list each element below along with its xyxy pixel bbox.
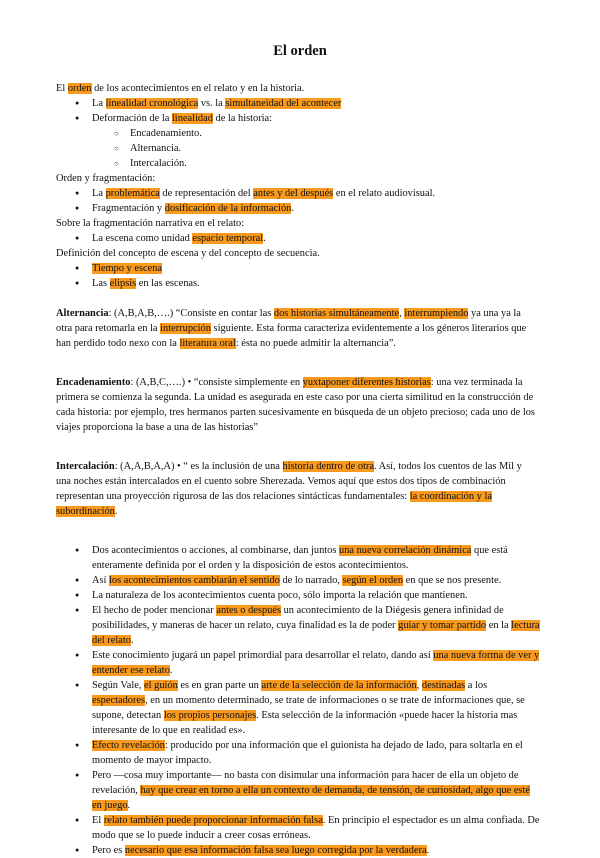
highlight: espectadores — [92, 695, 146, 706]
highlight: historia dentro de otra — [282, 461, 374, 472]
highlight: los acontecimientos cambiarán el sentido — [109, 575, 280, 586]
highlight: linealidad — [171, 113, 213, 124]
list-item: ● Deformación de la linealidad de la historia: — [56, 111, 560, 126]
term: Intercalación — [56, 461, 115, 472]
list-item: ● La linealidad cronológica vs. la simultaneidad del acontecer — [56, 96, 560, 111]
list-item: ● La escena como unidad espacio temporal. — [56, 231, 560, 246]
term: Alternancia — [56, 308, 109, 319]
highlight: una nueva forma de ver y — [433, 650, 540, 661]
list-item: ● Según Vale, el guión es en gran parte un arte de la selección de la información, destinadas a los espectadores, en un momento determinado, se trate de informaciones o se trate de informaciones que, se supone, detectan los propios personajes. Esta selección de la información «puede hacer la historia mas interesante de lo que en realidad es». — [56, 678, 560, 738]
intro-line: El orden de los acontecimientos en el relato y en la historia. — [56, 83, 305, 94]
highlight: entender ese relato — [92, 665, 170, 676]
highlight: linealidad cronológica — [105, 98, 199, 109]
def-list — [56, 261, 560, 291]
section-heading: Orden y fragmentación: — [56, 173, 156, 184]
highlight: elipsis — [109, 278, 137, 289]
list-item: ● Este conocimiento jugará un papel primordial para desarrollar el relato, dando así una nueva forma de ver y entender ese relato. — [56, 648, 560, 678]
highlight: una nueva correlación dinámica — [339, 545, 472, 556]
highlight: relato también puede proporcionar información falsa — [103, 815, 323, 826]
highlight: problemática — [105, 188, 160, 199]
list-item: ● Las elipsis en las escenas. — [56, 276, 560, 291]
highlight: los propios personajes — [163, 710, 257, 721]
intercalacion-paragraph: Intercalación: (A,A,B,A,A) • “ es la inclusión de una historia dentro de otra. Así, todos los cuentos de las Mil y una noches están intercalados en el cuento sobre Sherezada. Vemos aquí que estos dos tipos de combinación representan una proyección rigurosa de las dos relaciones sintácticas fundamentales: la coordinación y la subordinación. — [56, 461, 522, 517]
highlight: antes y del después — [253, 188, 334, 199]
narr-list — [56, 231, 560, 246]
encadenamiento-paragraph: Encadenamiento: (A,B,C,….) • “consiste simplemente en yuxtaponer diferentes historias: una vez terminada la primera se comienza la segunda. La unidad es asegurada en este caso por una cierta similitud en la construcción de cada historia: por ejemplo, tres hermanos parten sucesivamente en búsqueda de un objeto precioso; cada uno de los viajes proporciona la base a una de las historias” — [56, 377, 535, 433]
list-item — [56, 261, 560, 276]
sub-list-item: ○ Intercalación. — [56, 156, 560, 171]
highlight: interrumpiendo — [404, 308, 469, 319]
highlight: dos historias simultáneamente — [273, 308, 400, 319]
section-heading: Definición del concepto de escena y del concepto de secuencia. — [56, 248, 320, 259]
list-item: ● Efecto revelación: producido por una información que el guionista ha dejado de lado, para soltarla en el momento de mayor impacto. — [56, 738, 560, 768]
highlight: Tiempo y escena — [92, 263, 163, 274]
list-item: ● La naturaleza de los acontecimientos cuenta poco, sólo importa la relación que mantienen. — [56, 588, 560, 603]
term: Encadenamiento — [56, 377, 131, 388]
list-item: ● La problemática de representación del antes y del después en el relato audiovisual. — [56, 186, 560, 201]
highlight: yuxtaponer diferentes historias — [302, 377, 431, 388]
alternancia-paragraph: Alternancia: (A,B,A,B,….) “Consiste en contar las dos historias simultáneamente, interrumpiendo ya una ya la otra para retomarla en la interrupción siguiente. Esta forma caracteriza evidentemente a los géneros literarios que han perdido todo nexo con la literatura oral: ésta no puede admitir la alternancia”. — [56, 308, 527, 349]
highlight: según el orden — [342, 575, 404, 586]
highlight: literatura oral — [179, 338, 236, 349]
bullet-list — [56, 543, 560, 858]
highlight: del relato — [92, 635, 131, 646]
highlight: en juego — [92, 800, 128, 811]
list-item: ● El hecho de poder mencionar antes o después un acontecimiento de la Diégesis genera infinidad de posibilidades, y maneras de hacer un relato, cuya finalidad es la de poder guiar y tomar partido en la lectura del relato. — [56, 603, 560, 648]
highlight: hay que crear en torno a ella un contexto de demanda, de tensión, de curiosidad, algo que esté — [140, 785, 530, 796]
sub-list-item: ○ Encadenamiento. — [56, 126, 560, 141]
frag-list — [56, 186, 560, 216]
section-heading: Sobre la fragmentación narrativa en el relato: — [56, 218, 245, 229]
list-item: ● Pero —cosa muy importante— no basta con disimular una información para hacer de ella un objeto de revelación, hay que crear en torno a ella un contexto de demanda, de tensión, de curiosidad, algo que esté en juego. — [56, 768, 560, 813]
highlight: arte de la selección de la información — [261, 680, 417, 691]
highlight: antes o después — [216, 605, 281, 616]
highlight: destinadas — [421, 680, 466, 691]
highlight: subordinación — [56, 506, 115, 517]
list-item: ● Así los acontecimientos cambiarán el sentido de lo narrado, según el orden en que se nos presente. — [56, 573, 560, 588]
highlight: interrupción — [160, 323, 211, 334]
list-item: ● El relato también puede proporcionar información falsa. En principio el espectador es un alma confiada. De modo que se lo puede inducir a creer cosas erróneas. — [56, 813, 560, 843]
highlight: la coordinación y la — [409, 491, 492, 502]
highlight: guiar y tomar partido — [398, 620, 487, 631]
list-item: ● Fragmentación y dosificación de la información. — [56, 201, 560, 216]
intro-list — [56, 96, 560, 171]
document-body — [56, 81, 560, 858]
list-item: ● Dos acontecimientos o acciones, al combinarse, dan juntos una nueva correlación dinámica que está enteramente definida por el orden y la disposición de estos acontecimientos. — [56, 543, 560, 573]
highlight: necesario que esa información falsa sea luego corregida por la verdadera — [124, 845, 427, 856]
highlight: lectura — [511, 620, 540, 631]
highlight: Efecto revelación — [92, 740, 165, 751]
highlight: orden — [67, 83, 92, 94]
sub-list-item: ○ Alternancia. — [56, 141, 560, 156]
list-item: ● Pero es necesario que esa información falsa sea luego corregida por la verdadera. — [56, 843, 560, 858]
highlight: simultaneidad del acontecer — [225, 98, 342, 109]
page-title: El orden — [273, 43, 327, 59]
highlight: espacio temporal — [192, 233, 264, 244]
highlight: dosificación de la información — [164, 203, 292, 214]
highlight: el guión — [144, 680, 178, 691]
